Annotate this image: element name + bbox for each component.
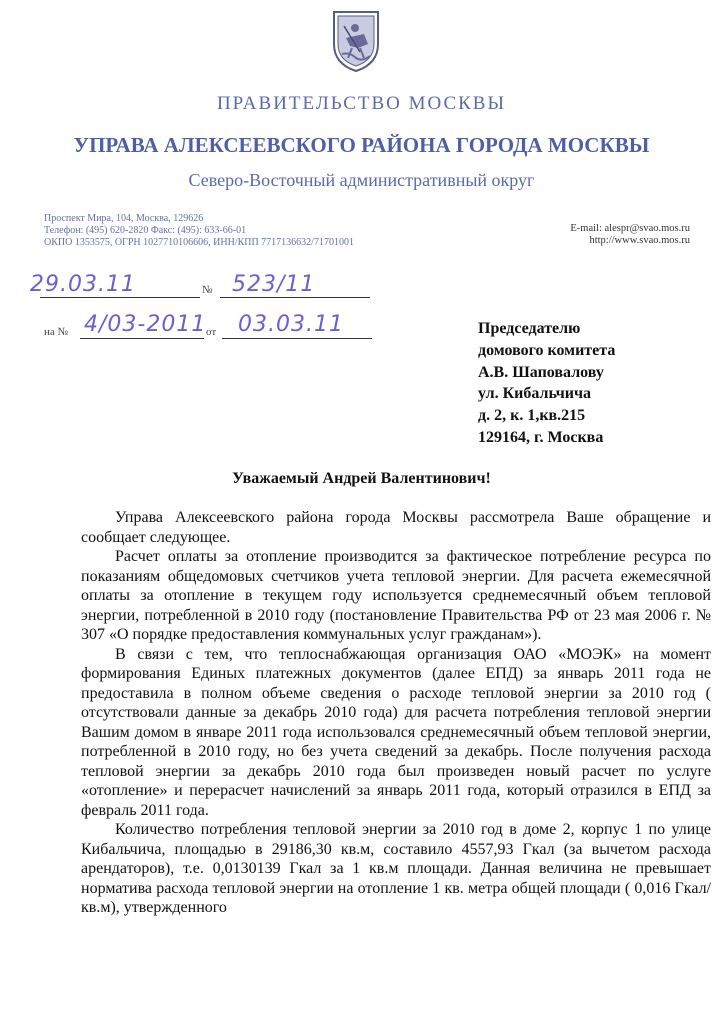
reply-date-underline (222, 337, 372, 339)
recipient-line: 129164, г. Москва (478, 428, 604, 446)
reply-number-underline (80, 337, 204, 339)
web-line: http://www.svao.mos.ru (589, 235, 690, 246)
body-paragraph: В связи с тем, что теплоснабжающая организация ОАО «МОЭК» на момент формирования Единых платежных документов (далее ЕПД) за январь 2011 года не предоставила в полном объеме сведения о расходе тепловой энергии за 2010 год ( отсутствовали данные за декабрь 2010 года) для расчета потребления тепловой энергии Вашим домом в январе 2011 года использовался среднемесячный объем тепловой энергии, потребленной в 2010 году, но без учета сведений за декабрь. После получения расхода тепловой энергии за декабрь 2010 года был произведен новый расчет по услуге «отопление» и перерасчет начислений за январь 2011 года, который отразился в ЕПД за февраль 2011 года. (81, 645, 711, 819)
district-subtitle: Северо-Восточный административный округ (188, 170, 535, 190)
body-paragraph: Количество потребления тепловой энергии за 2010 год в доме 2, корпус 1 по улице Кибальчича, площадью в 29186,30 кв.м, составило 4557,93 Гкал (за вычетом расхода арендаторов), т.е. 0,0130139 Гкал за 1 кв.м площади. Данная величина не превышает норматива расхода тепловой энергии на отопление 1 кв. метра общей площади ( 0,016 Гкал/кв.м), утвержденного (81, 821, 711, 916)
reply-date: 03.03.11 (238, 312, 344, 337)
reply-label: на № (44, 326, 69, 338)
recipient-line: ул. Кибальчича (478, 385, 592, 403)
outgoing-date: 29.03.11 (30, 272, 136, 297)
reply-number: 4/03-2011 (84, 312, 207, 337)
phone-line: Телефон: (495) 620-2820 Факс: (495): 633-66-01 (44, 225, 247, 236)
recipient-block (478, 318, 615, 449)
codes-line: ОКПО 1353575, ОГРН 1027710106606, ИНН/КПП 7717136632/71701001 (44, 237, 354, 248)
online-contacts (570, 223, 690, 247)
recipient-line: домового комитета (478, 341, 616, 359)
letter-body (81, 508, 711, 918)
recipient-line: А.В. Шаповалову (478, 363, 604, 381)
organization-title: УПРАВА АЛЕКСЕЕВСКОГО РАЙОНА ГОРОДА МОСКВЫ (73, 133, 650, 157)
outgoing-number: 523/11 (232, 272, 316, 297)
address-line: Проспект Мира, 104, Москва, 129626 (44, 213, 204, 224)
email-line: E-mail: alespr@svao.mos.ru (570, 223, 690, 234)
recipient-line: Председателю (478, 320, 581, 337)
government-title: ПРАВИТЕЛЬСТВО МОСКВЫ (216, 93, 507, 114)
number-label: № (202, 284, 213, 296)
body-paragraph: Управа Алексеевского района города Москвы рассмотрела Ваше обращение и сообщает следующее. (81, 509, 711, 546)
contact-details (44, 213, 354, 249)
body-paragraph: Расчет оплаты за отопление производится за фактическое потребление ресурса по показаниям общедомовых счетчиков учета тепловой энергии. Для расчета ежемесячной оплаты за отопление в текущем году используется среднемесячный объем тепловой энергии, потребленной в 2010 году (постановление Правительства РФ от 23 мая 2006 г. № 307 «О порядке предоставления коммунальных услуг гражданам»). (81, 548, 711, 643)
recipient-line: д. 2, к. 1,кв.215 (478, 407, 586, 425)
greeting: Уважаемый Андрей Валентинович! (232, 470, 491, 487)
from-label: от (206, 326, 217, 338)
coat-of-arms-icon (330, 8, 382, 74)
